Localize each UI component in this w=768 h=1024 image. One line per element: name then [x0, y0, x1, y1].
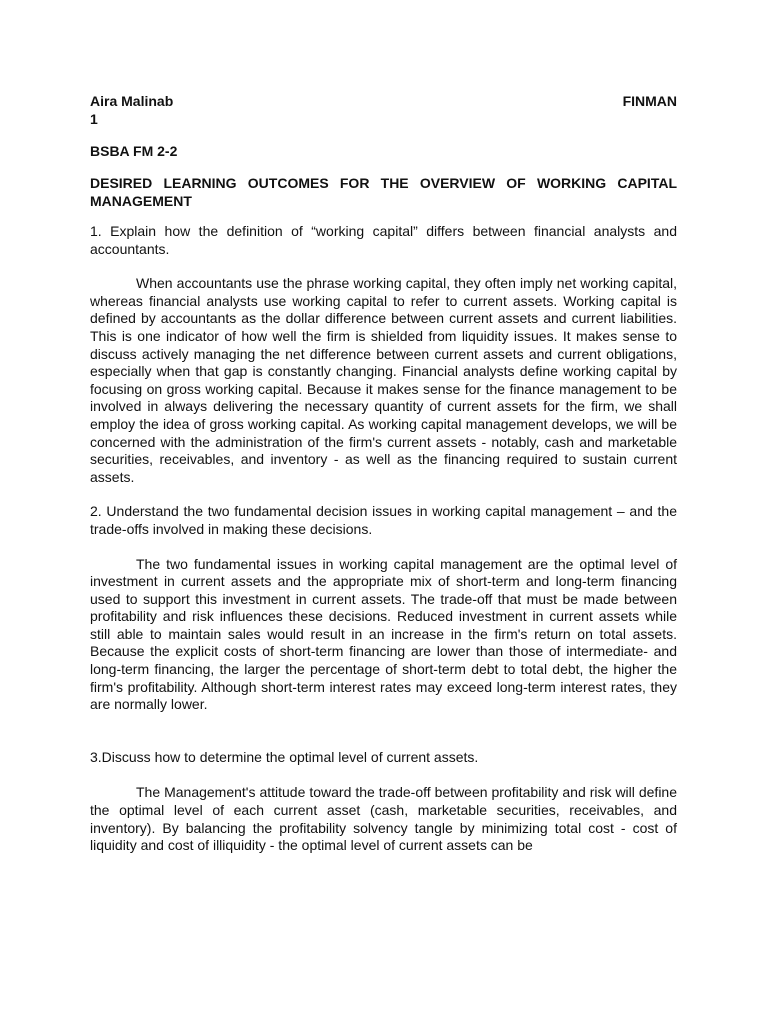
- header-number: 1: [90, 111, 98, 127]
- answer-1: When accountants use the phrase working capital, they often imply net working capital, whereas financial analysts use working capital to refer to current assets. Working capital is defined by accountants as the dollar difference between current assets and current liabilities. This is one indicator of how well the firm is shielded from liquidity issues. It makes sense to discuss actively managing the net difference between current assets and current obligations, especially when that gap is constantly changing. Financial analysts define working capital by focusing on gross working capital. Because it makes sense for the finance management to be involved in always delivering the necessary quantity of current assets for the firm, we shall employ the idea of gross working capital. As working capital management develops, we will be concerned with the administration of the firm's current assets - notably, cash and marketable securities, receivables, and inventory - as well as the financing required to sustain current assets.: [90, 275, 677, 485]
- course-code: FINMAN: [622, 93, 677, 109]
- question-1: 1. Explain how the definition of “working capital” differs between financial analysts and accountants.: [90, 223, 677, 257]
- author-name: Aira Malinab: [90, 93, 174, 109]
- document-page: [90, 92, 677, 855]
- question-3: 3.Discuss how to determine the optimal level of current assets.: [90, 748, 479, 765]
- header-row: [90, 92, 677, 110]
- document-title: DESIRED LEARNING OUTCOMES FOR THE OVERVIEW OF WORKING CAPITAL MANAGEMENT: [90, 175, 677, 209]
- course-section: BSBA FM 2-2: [90, 143, 178, 159]
- answer-2: The two fundamental issues in working capital management are the optimal level of investment in current assets and the appropriate mix of short-term and long-term financing used to support this investment in current assets. The trade-off that must be made between profitability and risk influences these decisions. Reduced investment in current assets while still able to maintain sales would result in an increase in the firm's return on total assets. Because the explicit costs of short-term financing are lower than those of intermediate- and long-term financing, the larger the percentage of short-term debt to total debt, the higher the firm's profitability. Although short-term interest rates may exceed long-term interest rates, they are normally lower.: [90, 555, 677, 713]
- question-2: 2. Understand the two fundamental decision issues in working capital management – and the trade-offs involved in making these decisions.: [90, 503, 677, 537]
- answer-3: The Management's attitude toward the trade-off between profitability and risk will define the optimal level of each current asset (cash, marketable securities, receivables, and inventory). By balancing the profitability solvency tangle by minimizing total cost - cost of liquidity and cost of illiquidity - the optimal level of current assets can be: [90, 784, 677, 854]
